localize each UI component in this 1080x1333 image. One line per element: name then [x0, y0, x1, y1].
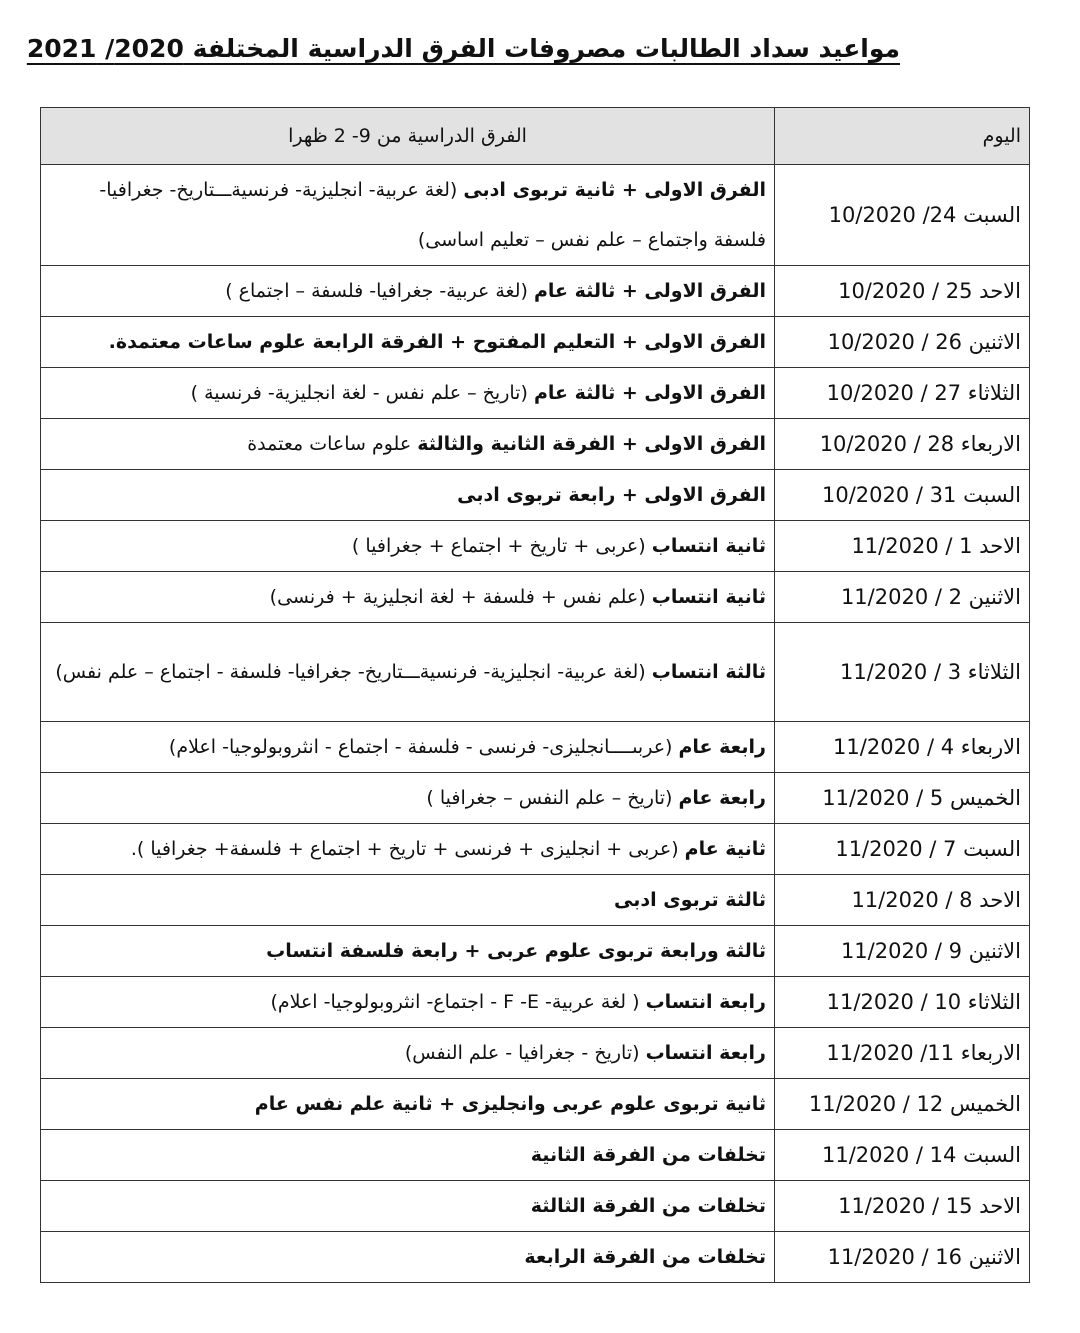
- row-groups-bold: الفرق الاولى + ثانية تربوى ادبى: [463, 179, 766, 201]
- row-day: الاحد 25 / 10/2020: [775, 266, 1030, 317]
- row-groups-bold: تخلفات من الفرقة الثالثة: [530, 1195, 766, 1217]
- row-groups-bold: تخلفات من الفرقة الرابعة: [524, 1246, 766, 1268]
- page-title: مواعيد سداد الطالبات مصروفات الفرق الدراسية المختلفة 2020/ 2021: [26, 34, 900, 63]
- row-groups: [41, 317, 775, 368]
- row-groups: [41, 368, 775, 419]
- row-day: السبت 14 / 11/2020: [775, 1130, 1030, 1181]
- row-groups: [41, 1079, 775, 1130]
- row-groups-bold: ثالثة انتساب: [651, 661, 766, 683]
- row-day: الاربعاء 28 / 10/2020: [775, 419, 1030, 470]
- row-day: السبت 7 / 11/2020: [775, 824, 1030, 875]
- row-groups-bold: الفرق الاولى + رابعة تربوى ادبى: [457, 484, 766, 506]
- row-day: الخميس 5 / 11/2020: [775, 773, 1030, 824]
- row-groups: [41, 722, 775, 773]
- row-groups: [41, 824, 775, 875]
- header-day: اليوم: [775, 108, 1030, 165]
- row-groups-bold: ثانية انتساب: [651, 535, 766, 557]
- row-groups-detail: (عربىــــانجليزى- فرنسى - فلسفة - اجتماع - انثروبولوجيا- اعلام): [168, 736, 679, 758]
- table-row: [41, 165, 1030, 266]
- header-groups: الفرق الدراسية من 9- 2 ظهرا: [41, 108, 775, 165]
- row-day: الاثنين 2 / 11/2020: [775, 572, 1030, 623]
- row-groups: [41, 165, 775, 266]
- table-row: [41, 1232, 1030, 1283]
- table-row: [41, 368, 1030, 419]
- row-groups: [41, 1232, 775, 1283]
- row-groups: [41, 773, 775, 824]
- row-groups-detail: (تاريخ – علم النفس – جغرافيا ): [426, 787, 679, 809]
- row-day: الاحد 15 / 11/2020: [775, 1181, 1030, 1232]
- row-groups-bold: رابعة انتساب: [645, 1042, 766, 1064]
- row-groups-detail: ( لغة عربية- F -E - اجتماع- انثروبولوجيا- اعلام): [270, 991, 646, 1013]
- row-groups-bold: رابعة عام: [678, 736, 766, 758]
- row-groups-detail: (عربى + تاريخ + اجتماع + جغرافيا ): [351, 535, 652, 557]
- table-row: [41, 266, 1030, 317]
- row-groups: [41, 266, 775, 317]
- row-day: الاثنين 16 / 11/2020: [775, 1232, 1030, 1283]
- row-day: الاثنين 26 / 10/2020: [775, 317, 1030, 368]
- table-row: [41, 572, 1030, 623]
- row-groups: [41, 419, 775, 470]
- row-day: الثلاثاء 27 / 10/2020: [775, 368, 1030, 419]
- row-day: الخميس 12 / 11/2020: [775, 1079, 1030, 1130]
- row-groups: [41, 926, 775, 977]
- row-groups-bold: ثانية انتساب: [651, 586, 766, 608]
- row-day: الاحد 1 / 11/2020: [775, 521, 1030, 572]
- table-row: [41, 521, 1030, 572]
- row-day: الاحد 8 / 11/2020: [775, 875, 1030, 926]
- row-groups-bold: ثالثة ورابعة تربوى علوم عربى + رابعة فلسفة انتساب: [266, 940, 766, 962]
- row-groups-detail: (تاريخ - جغرافيا - علم النفس): [404, 1042, 646, 1064]
- row-groups-bold: الفرق الاولى + ثالثة عام: [533, 382, 766, 404]
- row-day: السبت 31 / 10/2020: [775, 470, 1030, 521]
- table-row: [41, 926, 1030, 977]
- table-row: [41, 977, 1030, 1028]
- row-groups: [41, 572, 775, 623]
- row-groups-detail: (عربى + انجليزى + فرنسى + تاريخ + اجتماع + فلسفة+ جغرافيا ).: [130, 838, 685, 860]
- table-row: [41, 419, 1030, 470]
- schedule-table: [40, 107, 1030, 1283]
- row-groups-bold: ثانية تربوى علوم عربى وانجليزى + ثانية علم نفس عام: [254, 1093, 766, 1115]
- row-groups-bold: ثانية عام: [684, 838, 766, 860]
- row-groups: [41, 623, 775, 722]
- row-groups: [41, 1028, 775, 1079]
- row-groups-bold: الفرق الاولى + ثالثة عام: [533, 280, 766, 302]
- row-groups-detail: علوم ساعات معتمدة: [247, 433, 418, 455]
- row-day: السبت 24/ 10/2020: [775, 165, 1030, 266]
- table-row: [41, 1181, 1030, 1232]
- table-row: [41, 875, 1030, 926]
- table-body: [41, 165, 1030, 1283]
- table-row: [41, 773, 1030, 824]
- row-groups-detail: (لغة عربية- انجليزية- فرنسيةـــتاريخ- جغرافيا- فلسفة - اجتماع – علم نفس): [55, 661, 652, 683]
- row-day: الاثنين 9 / 11/2020: [775, 926, 1030, 977]
- row-groups-bold: رابعة انتساب: [645, 991, 766, 1013]
- row-day: الثلاثاء 10 / 11/2020: [775, 977, 1030, 1028]
- row-groups-bold: رابعة عام: [678, 787, 766, 809]
- row-groups: [41, 1130, 775, 1181]
- table-row: [41, 1130, 1030, 1181]
- row-groups: [41, 521, 775, 572]
- row-day: الاربعاء 11/ 11/2020: [775, 1028, 1030, 1079]
- row-groups: [41, 977, 775, 1028]
- table-row: [41, 470, 1030, 521]
- table-row: [41, 1028, 1030, 1079]
- row-groups: [41, 875, 775, 926]
- row-groups-detail: (تاريخ – علم نفس - لغة انجليزية- فرنسية ): [190, 382, 534, 404]
- row-groups-detail: (علم نفس + فلسفة + لغة انجليزية + فرنسى): [269, 586, 652, 608]
- table-row: [41, 824, 1030, 875]
- row-groups-bold: ثالثة تربوى ادبى: [614, 889, 766, 911]
- row-groups: [41, 1181, 775, 1232]
- table-row: [41, 722, 1030, 773]
- table-row: [41, 317, 1030, 368]
- row-groups-bold: الفرق الاولى + الفرقة الثانية والثالثة: [417, 433, 766, 455]
- row-day: الاربعاء 4 / 11/2020: [775, 722, 1030, 773]
- row-day: الثلاثاء 3 / 11/2020: [775, 623, 1030, 722]
- row-groups-detail: (لغة عربية- انجليزية- فرنسيةـــتاريخ- جغرافيا- فلسفة واجتماع – علم نفس – تعليم اساسى): [99, 179, 766, 251]
- row-groups-bold: تخلفات من الفرقة الثانية: [530, 1144, 766, 1166]
- table-row: [41, 623, 1030, 722]
- row-groups: [41, 470, 775, 521]
- table-header-row: [41, 108, 1030, 165]
- row-groups-detail: (لغة عربية- جغرافيا- فلسفة – اجتماع ): [225, 280, 534, 302]
- table-row: [41, 1079, 1030, 1130]
- row-groups-bold: الفرق الاولى + التعليم المفتوح + الفرقة الرابعة علوم ساعات معتمدة.: [108, 331, 766, 353]
